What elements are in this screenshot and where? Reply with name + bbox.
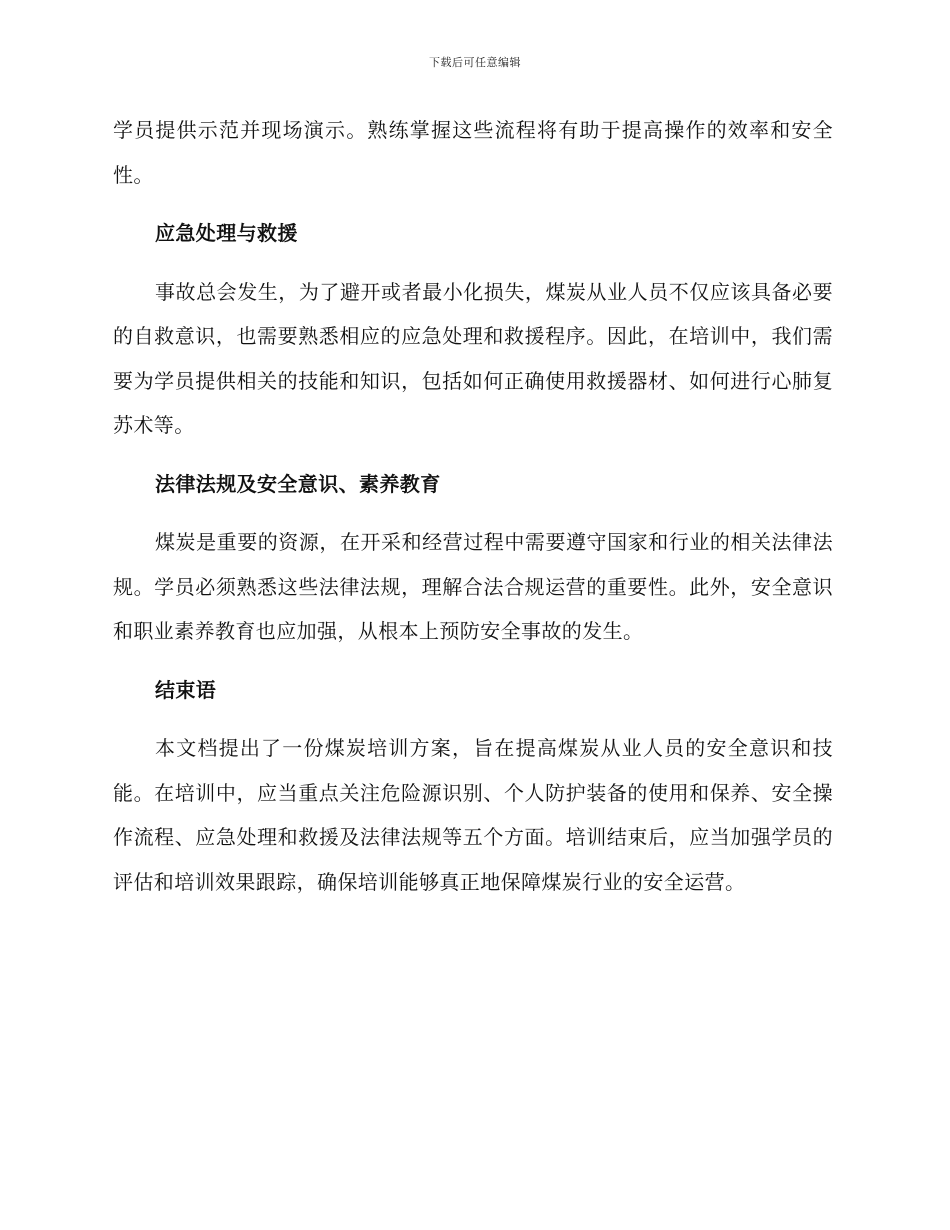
section-heading-law: 法律法规及安全意识、素养教育 bbox=[155, 471, 441, 496]
section-heading-emergency: 应急处理与救援 bbox=[155, 221, 298, 245]
emergency-paragraph: 事故总会发生，为了避开或者最小化损失，煤炭从业人员不仅应该具备必要的自救意识，也需要熟悉相应的应急处理和救援程序。因此，在培训中，我们需要为学员提供相关的技能和知识，包括如何正确使用救援器材、如何进行心肺复苏术等。 bbox=[113, 279, 833, 437]
spacer bbox=[113, 256, 833, 270]
document-body bbox=[113, 108, 833, 904]
conclusion-paragraph: 本文档提出了一份煤炭培训方案，旨在提高煤炭从业人员的安全意识和技能。在培训中，应当重点关注危险源识别、个人防护装备的使用和保养、安全操作流程、应急处理和救援及法律法规等五个方面。培训结束后，应当加强学员的评估和培训效果跟踪，确保培训能够真正地保障煤炭行业的安全运营。 bbox=[113, 736, 833, 894]
section-heading-conclusion: 结束语 bbox=[155, 677, 217, 702]
spacer bbox=[113, 448, 833, 462]
spacer bbox=[113, 506, 833, 520]
spacer bbox=[113, 712, 833, 726]
page-header: 下载后可任意编辑 bbox=[429, 56, 521, 69]
intro-paragraph: 学员提供示范并现场演示。熟练掌握这些流程将有助于提高操作的效率和安全性。 bbox=[113, 118, 833, 187]
law-paragraph: 煤炭是重要的资源，在开采和经营过程中需要遵守国家和行业的相关法律法规。学员必须熟悉这些法律法规，理解合法合规运营的重要性。此外，安全意识和职业素养教育也应加强，从根本上预防安全事故的发生。 bbox=[113, 530, 833, 643]
spacer bbox=[113, 654, 833, 668]
spacer bbox=[113, 197, 833, 211]
